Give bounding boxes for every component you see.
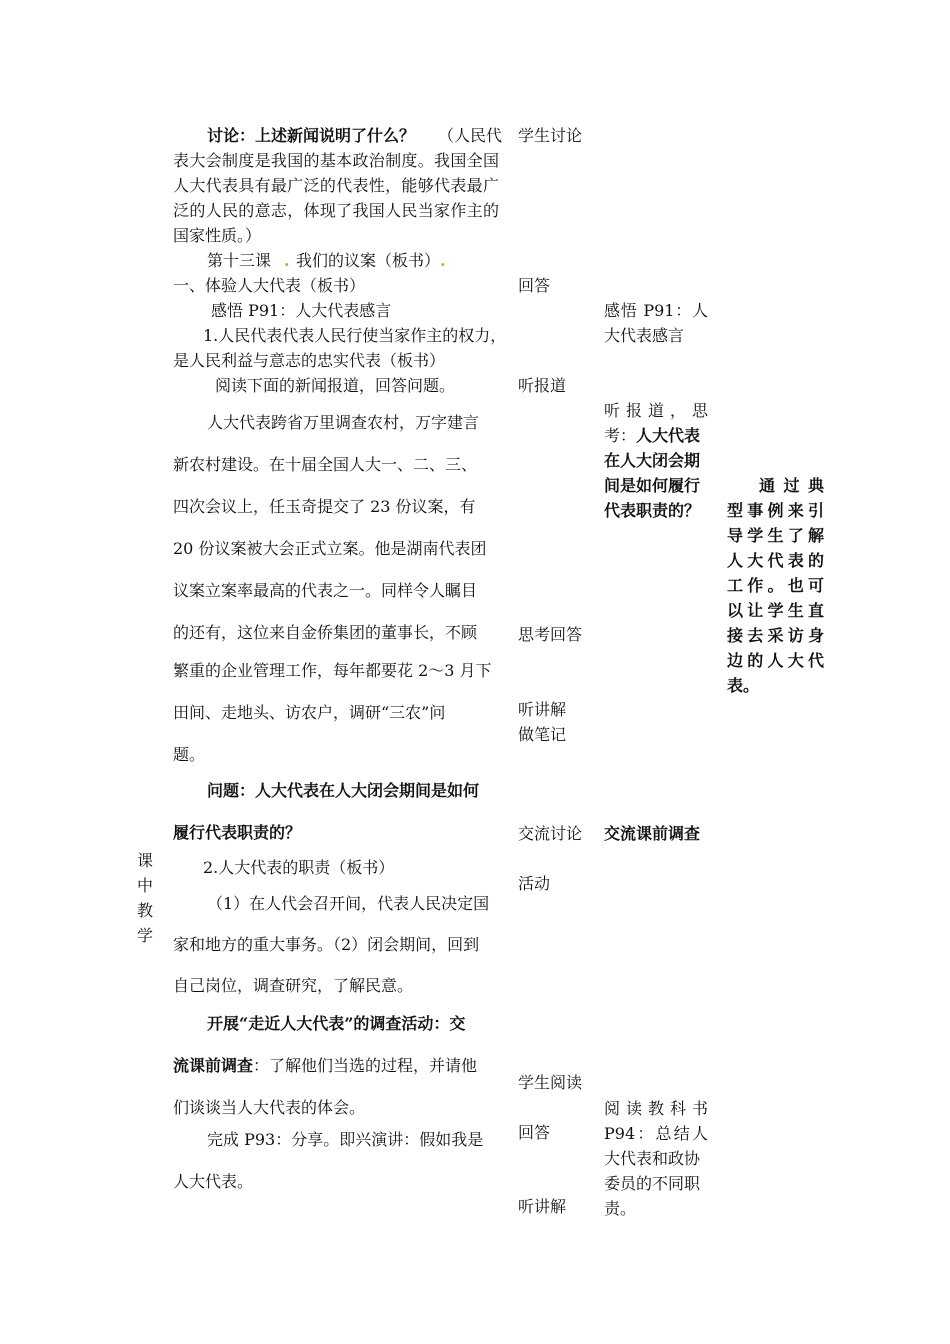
intent-line: 通过典	[759, 476, 824, 495]
intent-line: 型事例来引	[727, 501, 824, 520]
point-1-line2: 是人民利益与意志的忠实代表（板书）	[173, 351, 446, 370]
section-label-char: 课	[137, 851, 154, 870]
question-line2: 履行代表职责的？	[173, 823, 302, 842]
duty-line: 自己岗位，调查研究，了解民意。	[173, 976, 414, 995]
discussion-question: 讨论：上述新闻说明了什么？	[207, 126, 416, 145]
intent-line: 导学生了解	[727, 526, 824, 545]
teacher-listen-line3: 在人大闭会期	[604, 451, 701, 470]
news-line: 20 份议案被大会正式立案。他是湖南代表团	[173, 539, 487, 558]
news-line: 人大代表跨省万里调查农村，万字建言	[207, 413, 480, 432]
news-line: 四次会议上，任玉奇提交了 23 份议案，有	[173, 497, 476, 516]
student-answer-2: 回答	[518, 1123, 551, 1142]
intent-line: 表。	[727, 676, 760, 695]
activity-line1: 开展“走近人大代表”的调查活动：交	[207, 1014, 466, 1033]
activity-line2-rest: ：了解他们当选的过程，并请他	[253, 1056, 478, 1075]
student-listen-notes-2: 做笔记	[518, 725, 567, 744]
student-exchange: 交流讨论	[518, 824, 583, 843]
section-label-char: 学	[137, 926, 154, 945]
student-discuss: 学生讨论	[518, 126, 583, 145]
teacher-listen-line4: 间是如何履行	[604, 476, 701, 495]
discussion-line: 表大会制度是我国的基本政治制度。我国全国	[173, 151, 499, 170]
student-think-answer: 思考回答	[518, 625, 583, 644]
duty-line: （1）在人代会召开间，代表人民决定国	[207, 894, 490, 913]
edit-mark: .	[284, 251, 290, 270]
news-line: 的还有，这位来自金侨集团的董事长，不顾	[173, 623, 478, 642]
teacher-listen-line2-plain: 考：	[604, 426, 637, 445]
teacher-listen-line5: 代表职责的？	[604, 501, 701, 520]
teacher-insight-line1: 感悟 P91：人	[604, 301, 708, 320]
section-label-char: 教	[137, 901, 154, 920]
teacher-listen-line1: 听报道，思	[604, 401, 708, 420]
student-read: 学生阅读	[518, 1073, 583, 1092]
discussion-answer-start: （人民代	[438, 126, 503, 145]
complete-line2: 人大代表。	[173, 1172, 254, 1191]
intent-line: 工作。也可	[727, 576, 824, 595]
news-line: 新农村建设。在十届全国人大一、二、三、	[173, 455, 478, 474]
activity-line3: 们谈谈当人大代表的体会。	[173, 1098, 366, 1117]
student-activity: 活动	[518, 874, 551, 893]
section-heading: 一、体验人大代表（板书）	[173, 276, 366, 295]
teacher-read-line5: 责。	[604, 1199, 637, 1218]
news-line: 繁重的企业管理工作，每年都要花 2～3 月下	[173, 661, 492, 680]
discussion-line: 人大代表具有最广泛的代表性，能够代表最广	[173, 176, 499, 195]
news-line: 田间、走地头、访农户，调研“三农”问	[173, 703, 446, 722]
complete-line1: 完成 P93：分享。即兴演讲：假如我是	[207, 1130, 484, 1149]
intent-line: 人大代表的	[727, 551, 824, 570]
teacher-read-line3: 大代表和政协	[604, 1149, 701, 1168]
intent-line: 边的人大代	[727, 651, 824, 670]
intent-line: 以让学生直	[727, 601, 824, 620]
lesson-title: 第十三课	[207, 251, 272, 270]
teacher-insight-line2: 大代表感言	[604, 326, 685, 345]
news-line: 议案立案率最高的代表之一。同样令人瞩目	[173, 581, 478, 600]
student-listen-report: 听报道	[518, 376, 567, 395]
activity-line2	[173, 1053, 477, 1078]
teacher-read-line2: P94：总结人	[604, 1124, 708, 1143]
activity-line2-bold: 流课前调查	[173, 1056, 254, 1075]
intent-line: 接去采访身	[727, 626, 824, 645]
point-2: 2.人大代表的职责（板书）	[203, 858, 395, 877]
student-answer: 回答	[518, 276, 551, 295]
teacher-read-line4: 委员的不同职	[604, 1174, 701, 1193]
student-listen-notes-1: 听讲解	[518, 700, 567, 719]
insight-text: 感悟 P91：人大代表感言	[211, 301, 392, 320]
discussion-line: 泛的人民的意志，体现了我国人民当家作主的	[173, 201, 499, 220]
teacher-listen-line2-bold: 人大代表	[636, 426, 701, 445]
read-news-instruction: 阅读下面的新闻报道，回答问题。	[215, 376, 456, 395]
teacher-read-line1: 阅读教科书	[604, 1099, 708, 1118]
duty-line: 家和地方的重大事务。（2）闭会期间，回到	[173, 935, 480, 954]
section-label-char: 中	[137, 876, 154, 895]
question-line1: 问题：人大代表在人大闭会期间是如何	[207, 781, 480, 800]
student-listen-explain: 听讲解	[518, 1197, 567, 1216]
edit-mark: .	[440, 251, 446, 270]
lesson-name: 我们的议案（板书）	[296, 251, 441, 270]
discussion-line: 国家性质。）	[173, 226, 262, 245]
point-1-line1: 1.人民代表代表人民行使当家作主的权力，	[203, 326, 507, 345]
teacher-exchange: 交流课前调查	[604, 824, 701, 843]
teacher-listen-line2	[604, 423, 700, 448]
news-line: 题。	[173, 745, 206, 764]
